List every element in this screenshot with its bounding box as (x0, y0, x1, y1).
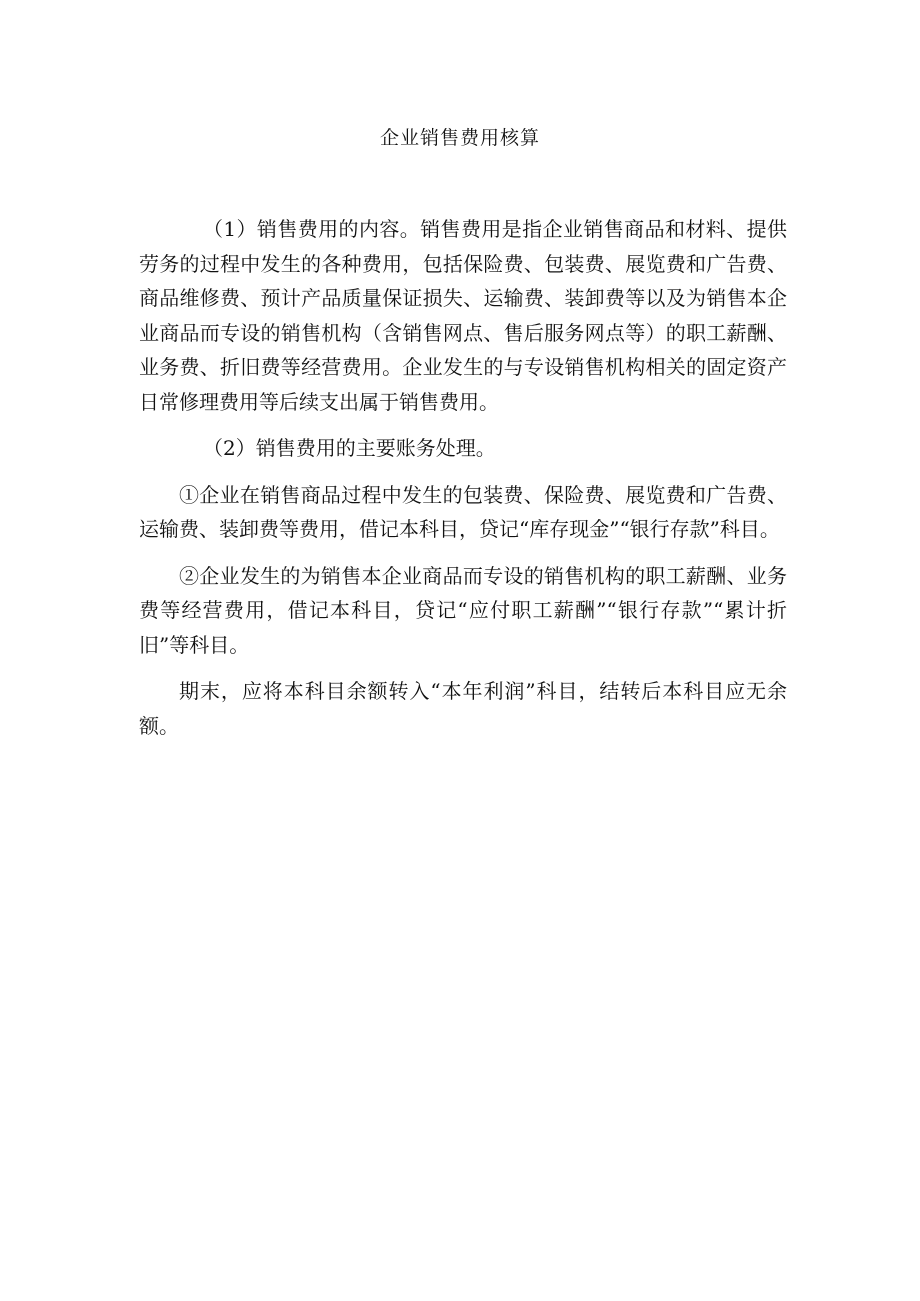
paragraph-item-1: ①企业在销售商品过程中发生的包装费、保险费、展览费和广告费、运输费、装卸费等费用，借记本科目，贷记“库存现金”“银行存款”科目。 (139, 482, 787, 541)
paragraph-item-2: ②企业发生的为销售本企业商品而专设的销售机构的职工薪酬、业务费等经营费用，借记本科目，贷记“应付职工薪酬”“银行存款”“累计折旧”等科目。 (139, 563, 787, 657)
document-body (139, 212, 787, 755)
paragraph-sales-expense-content: （1）销售费用的内容。销售费用是指企业销售商品和材料、提供劳务的过程中发生的各种费用，包括保险费、包装费、展览费和广告费、商品维修费、预计产品质量保证损失、运输费、装卸费等以及为销售本企业商品而专设的销售机构（含销售网点、售后服务网点等）的职工薪酬、业务费、折旧费等经营费用。企业发生的与专设销售机构相关的固定资产日常修理费用等后续支出属于销售费用。 (139, 217, 787, 414)
paragraph-accounting-treatment-heading: （2）销售费用的主要账务处理。 (203, 436, 496, 460)
paragraph-period-end: 期末，应将本科目余额转入“本年利润”科目，结转后本科目应无余额。 (139, 679, 787, 738)
document-title: 企业销售费用核算 (379, 127, 540, 149)
